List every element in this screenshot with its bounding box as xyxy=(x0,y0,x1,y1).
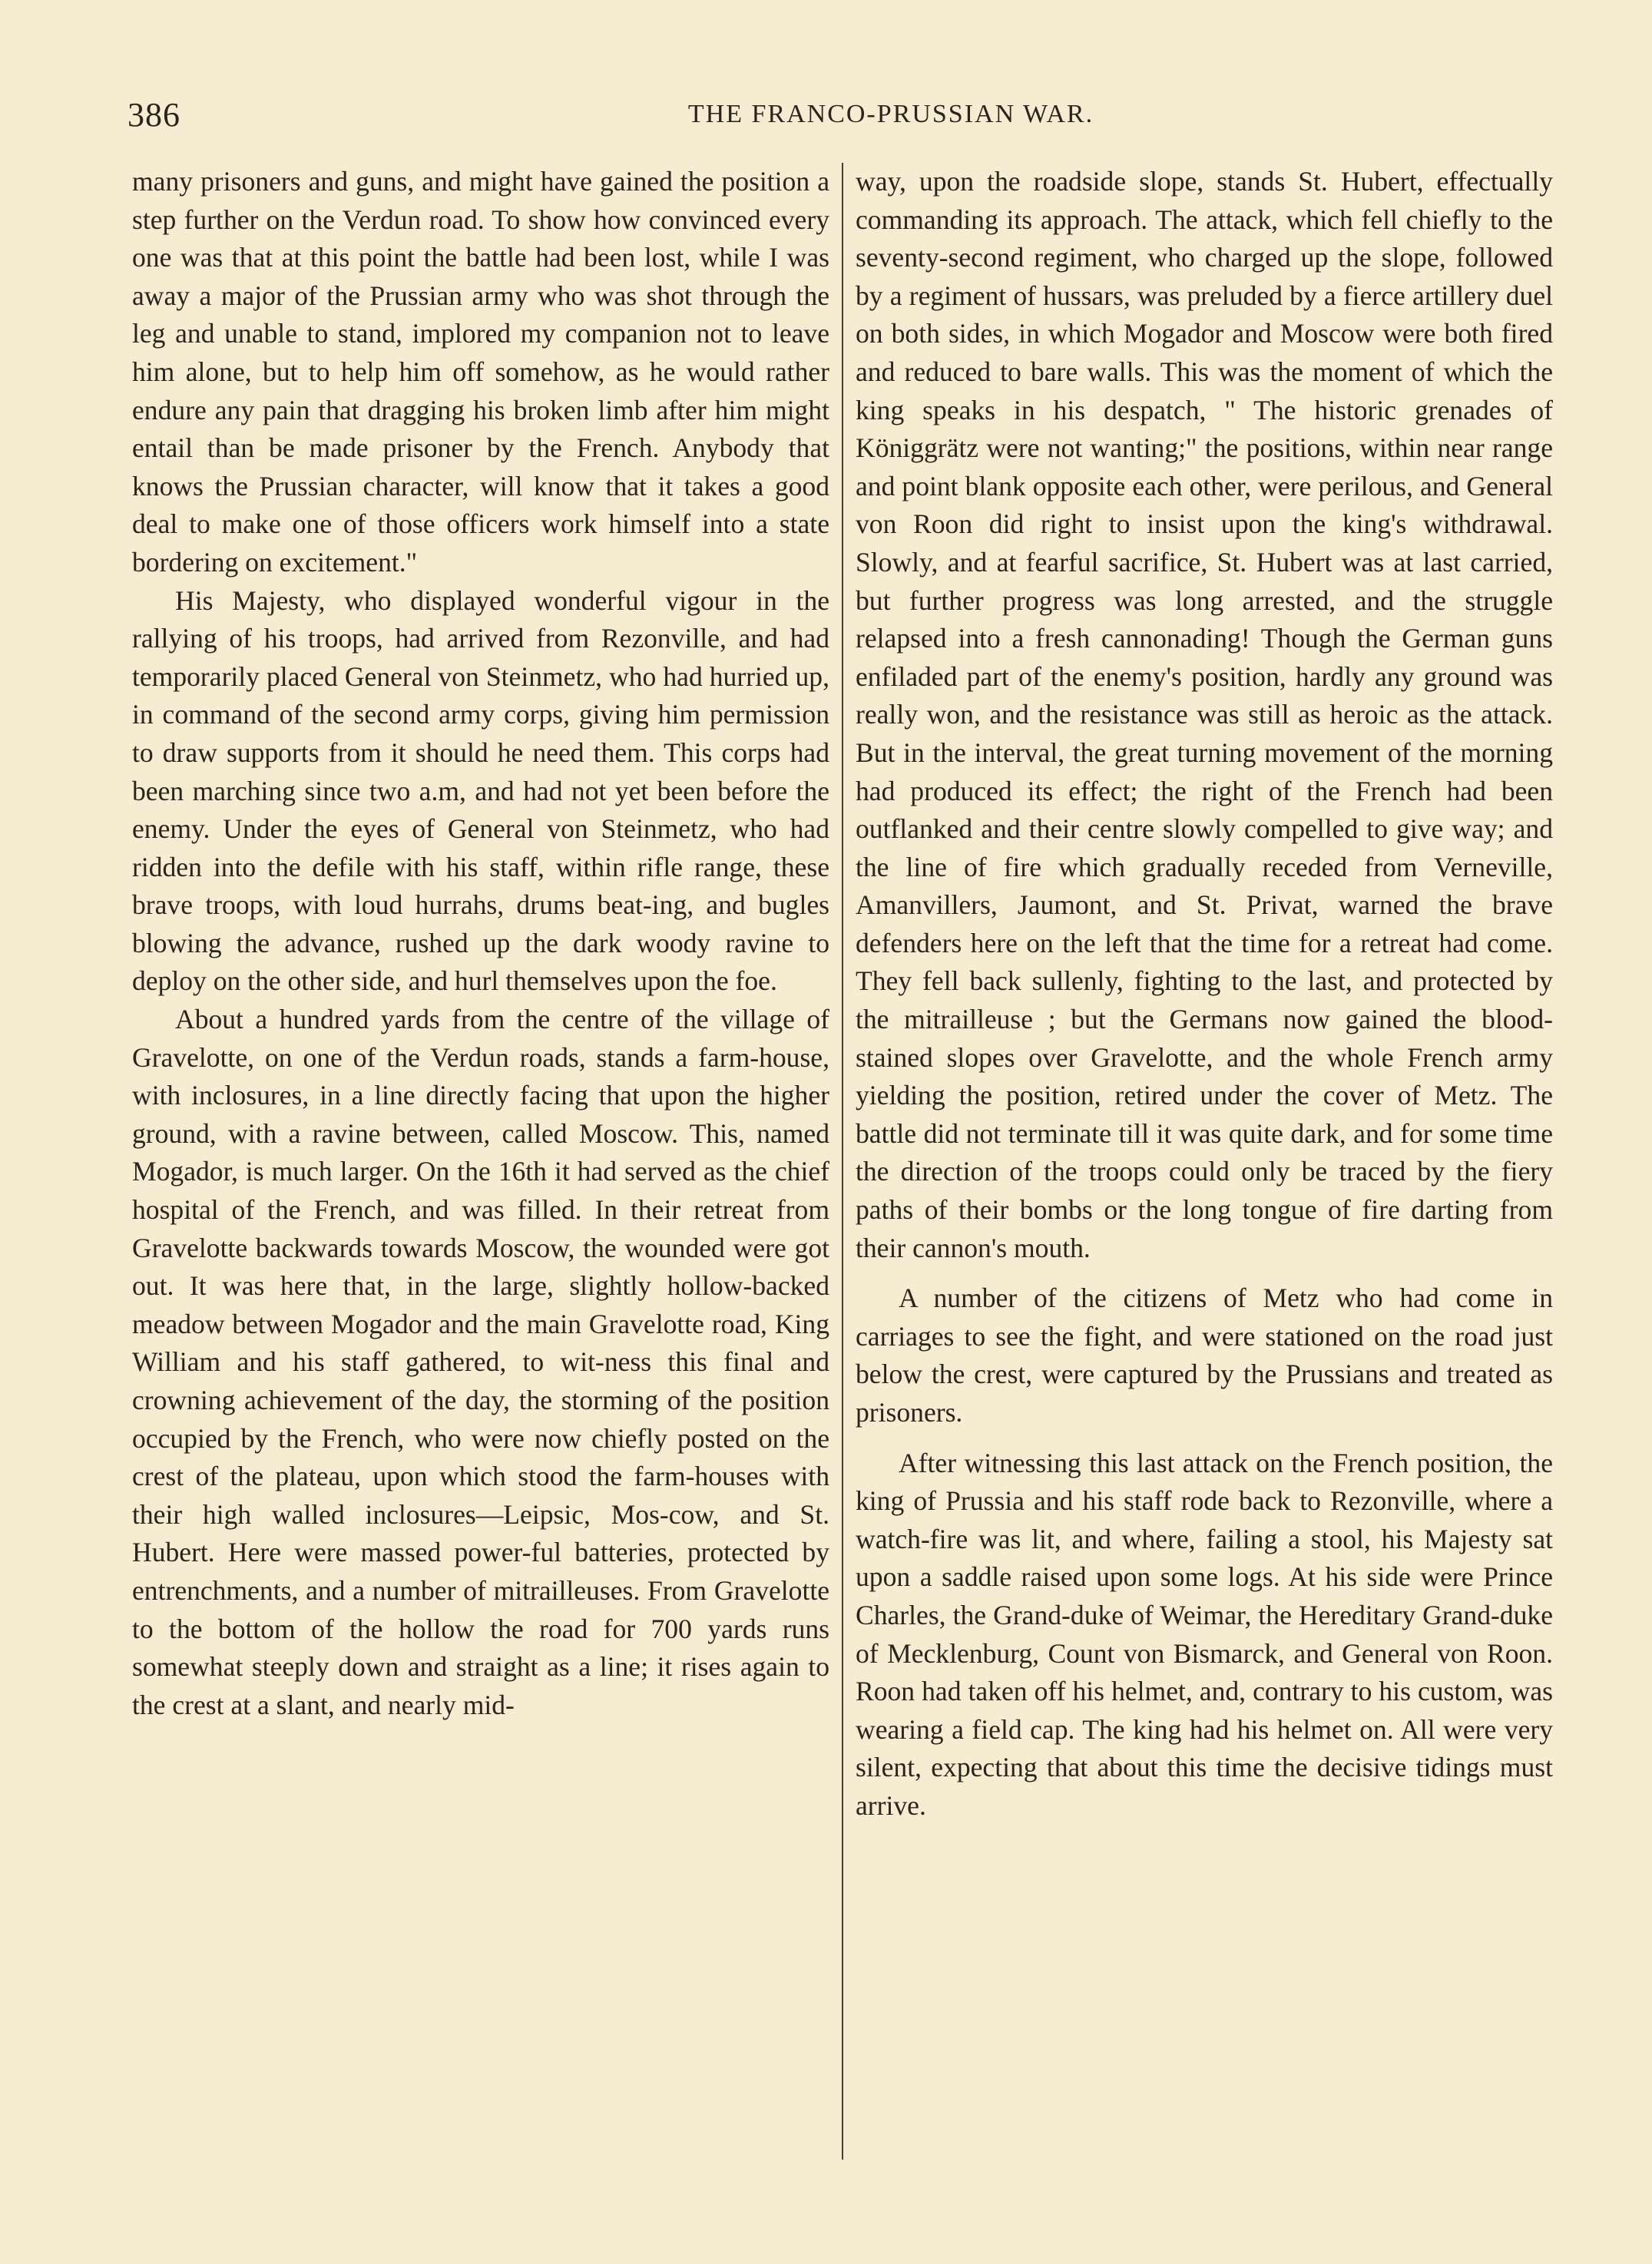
left-column xyxy=(132,163,829,1724)
column-divider xyxy=(842,163,843,2160)
paragraph: About a hundred yards from the centre of the village of Gravelotte, on one of the Verdun roads, stands a farm-house, with inclosures, in a line directly facing that upon the higher ground, with a ravine between, called Moscow. This, named Mogador, is much larger. On the 16th it had served as the chief hospital of the French, and was filled. In their retreat from Gravelotte backwards towards Moscow, the wounded were got out. It was here that, in the large, slightly hollow-backed meadow between Mogador and the main Gravelotte road, King William and his staff gathered, to wit-ness this final and crowning achievement of the day, the storming of the position occupied by the French, who were now chiefly posted on the crest of the plateau, upon which stood the farm-houses with their high walled inclosures—Leipsic, Mos-cow, and St. Hubert. Here were massed power-ful batteries, protected by entrenchments, and a number of mitrailleuses. From Gravelotte to the bottom of the hollow the road for 700 yards runs somewhat steeply down and straight as a line; it rises again to the crest at a slant, and nearly mid- xyxy=(132,1004,829,1720)
paragraph: His Majesty, who displayed wonderful vigour in the rallying of his troops, had arrived from Rezonville, and had temporarily placed General von Steinmetz, who had hurried up, in command of the second army corps, giving him permission to draw supports from it should he need them. This corps had been marching since two a.m, and had not yet been before the enemy. Under the eyes of General von Steinmetz, who had ridden into the defile with his staff, within rifle range, these brave troops, with loud hurrahs, drums beat-ing, and bugles blowing the advance, rushed up the dark woody ravine to deploy on the other side, and hurl themselves upon the foe. xyxy=(132,584,829,997)
paragraph: A number of the citizens of Metz who had come in carriages to see the fight, and were stationed on the road just below the crest, were captured by the Prussians and treated as prisoners. xyxy=(856,1283,1553,1428)
running-title: THE FRANCO-PRUSSIAN WAR. xyxy=(687,100,1094,128)
right-column xyxy=(856,163,1553,1825)
page-number: 386 xyxy=(127,96,180,134)
paragraph: After witnessing this last attack on the French position, the king of Prussia and his staff rode back to Rezonville, where a watch-fire was lit, and where, failing a stool, his Majesty sat upon a saddle raised upon some logs. At his side were Prince Charles, the Grand-duke of Weimar, the Hereditary Grand-duke of Mecklenburg, Count von Bismarck, and General von Roon. Roon had taken off his helmet, and, contrary to his custom, was wearing a field cap. The king had his helmet on. All were very silent, expecting that about this time the decisive tidings must arrive. xyxy=(856,1447,1553,1821)
paragraph: many prisoners and guns, and might have gained the position a step further on the Verdun road. To show how convinced every one was that at this point the battle had been lost, while I was away a major of the Prussian army who was shot through the leg and unable to stand, implored my companion not to leave him alone, but to help him off somehow, as he would rather endure any pain that dragging his broken limb after him might entail than be made prisoner by the French. Anybody that knows the Prussian character, will know that it takes a good deal to make one of those officers work himself into a state bordering on excitement." xyxy=(132,166,829,578)
paragraph: way, upon the roadside slope, stands St. Hubert, effectually commanding its approach. The attack, which fell chiefly to the seventy-second regiment, who charged up the slope, followed by a regiment of hussars, was preluded by a fierce artillery duel on both sides, in which Mogador and Moscow were both fired and reduced to bare walls. This was the moment of which the king speaks in his despatch, " The historic grenades of Königgrätz were not wanting;" the positions, within near range and point blank opposite each other, were perilous, and General von Roon did right to insist upon the king's withdrawal. Slowly, and at fearful sacrifice, St. Hubert was at last carried, but further progress was long arrested, and the struggle relapsed into a fresh cannonading! Though the German guns enfiladed part of the enemy's position, hardly any ground was really won, and the resistance was still as heroic as the attack. But in the interval, the great turning movement of the morning had produced its effect; the right of the French had been outflanked and their centre slowly compelled to give way; and the line of fire which gradually receded from Verneville, Amanvillers, Jaumont, and St. Privat, warned the brave defenders here on the left that the time for a retreat had come. They fell back sullenly, fighting to the last, and protected by the mitrailleuse ; but the Germans now gained the blood-stained slopes over Gravelotte, and the whole French army yielding the position, retired under the cover of Metz. The battle did not terminate till it was quite dark, and for some time the direction of the troops could only be traced by the fiery paths of their bombs or the long tongue of fire darting from their cannon's mouth. xyxy=(856,166,1553,1263)
